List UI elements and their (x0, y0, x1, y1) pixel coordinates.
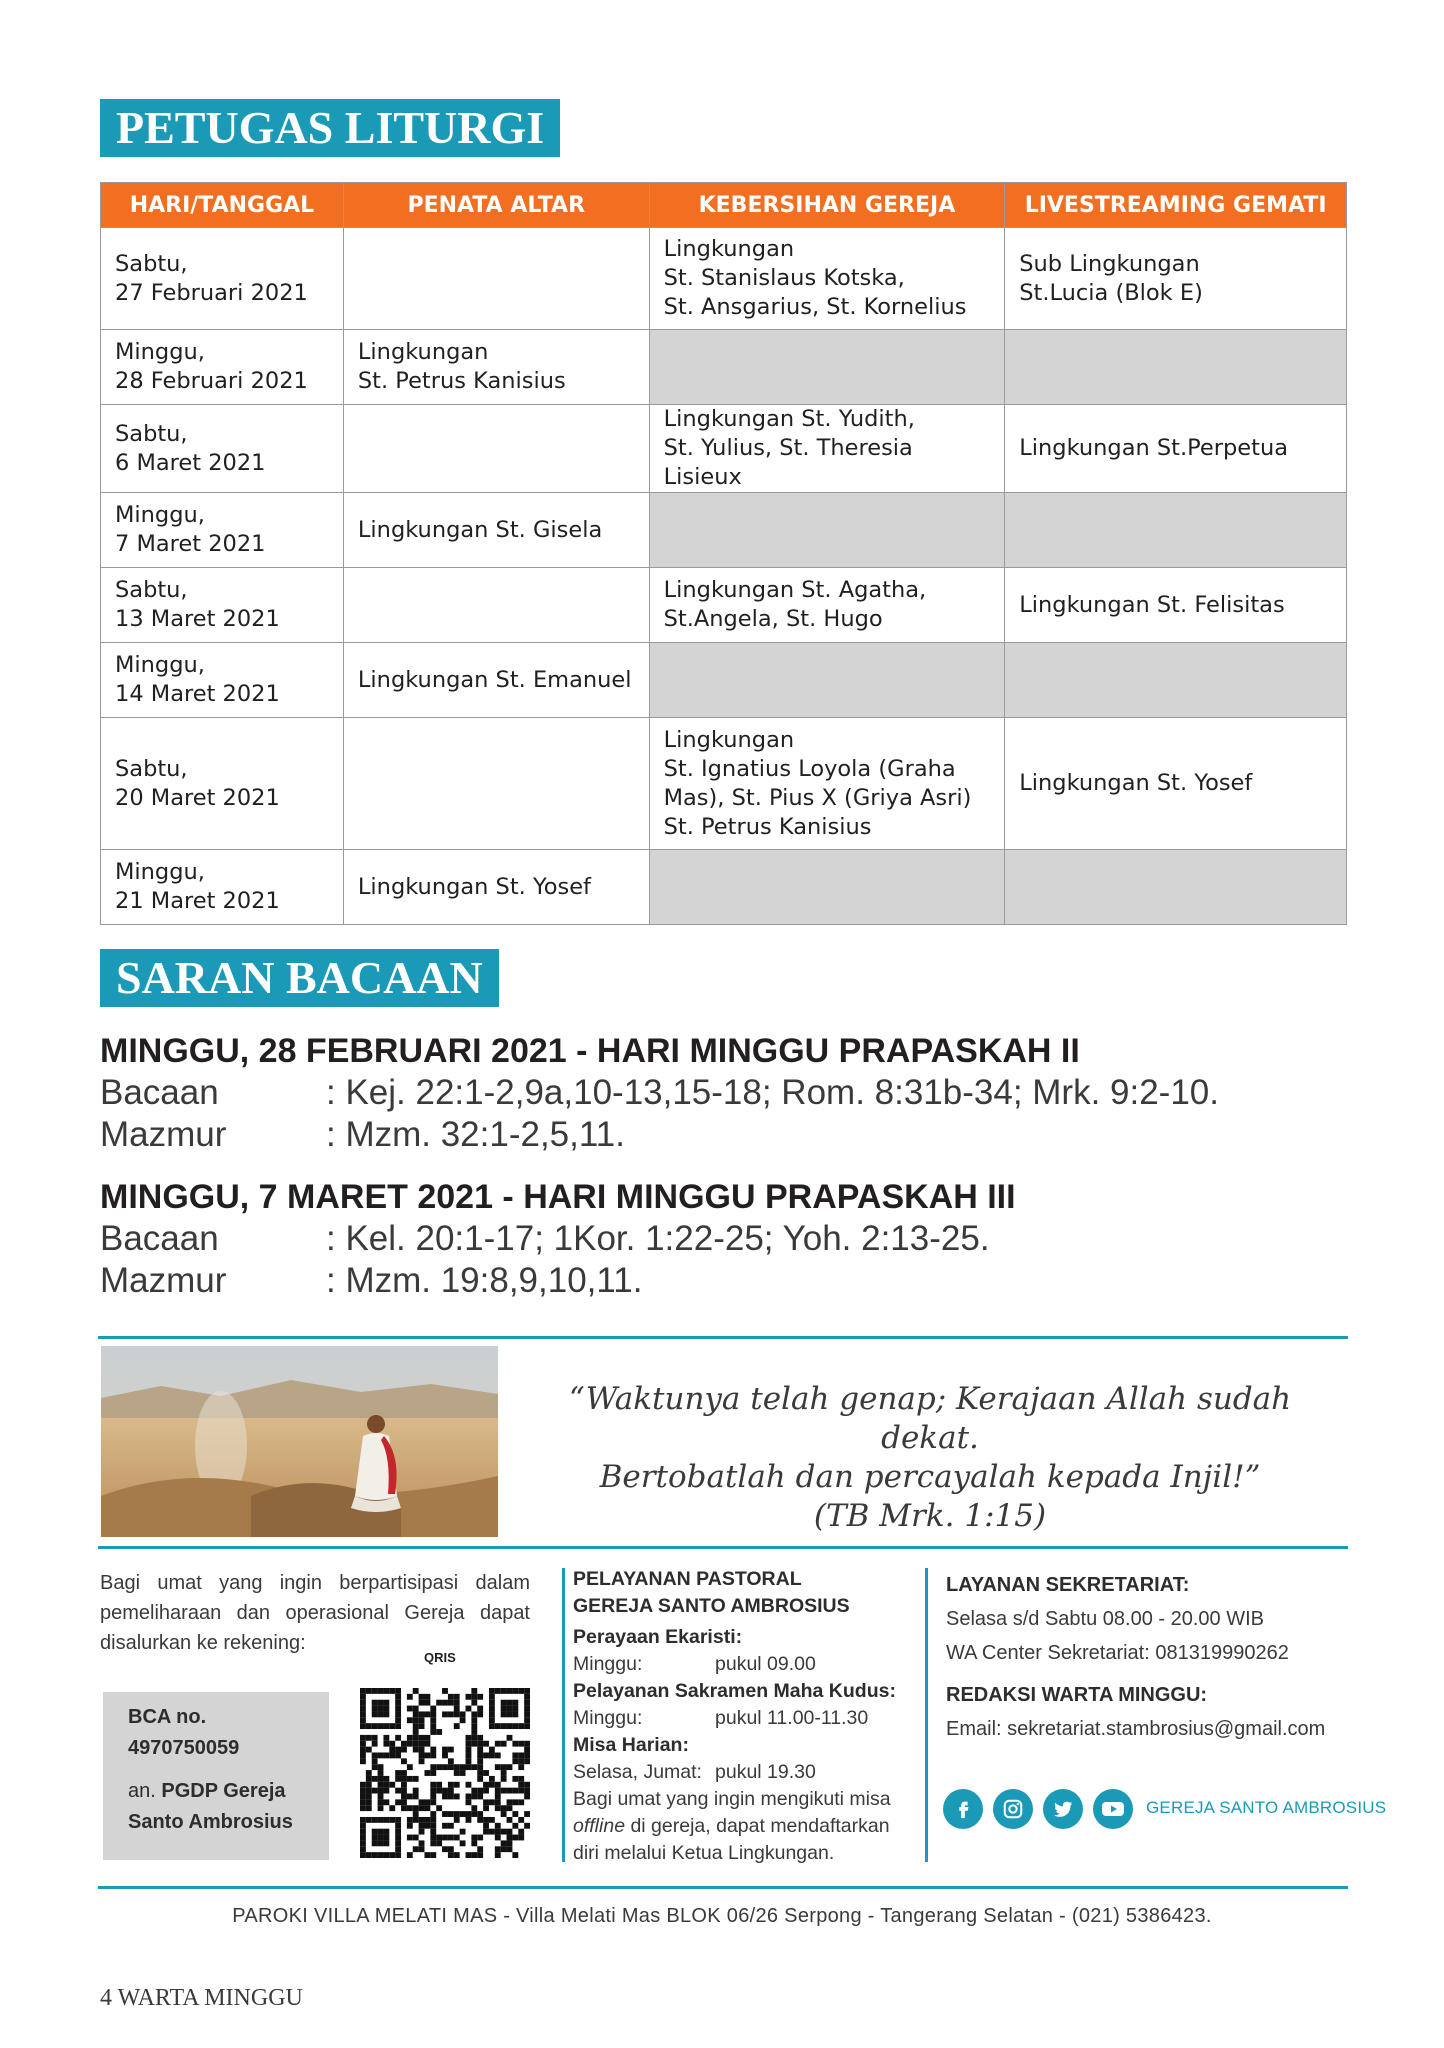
col-header-altar: PENATA ALTAR (343, 183, 649, 228)
date-cell: Sabtu, 6 Maret 2021 (101, 405, 344, 493)
altar-cell: Lingkungan St. Petrus Kanisius (343, 330, 649, 405)
petugas-liturgi-title: PETUGAS LITURGI (100, 99, 560, 157)
cleaning-cell-empty (649, 330, 1005, 405)
date-cell: Sabtu, 13 Maret 2021 (101, 568, 344, 643)
divider-middle (98, 1546, 1348, 1549)
livestream-cell: Sub Lingkungan St.Lucia (Blok E) (1005, 228, 1347, 330)
date-cell: Minggu, 21 Maret 2021 (101, 850, 344, 925)
table-row (101, 643, 1347, 718)
livestream-cell-empty (1005, 330, 1347, 405)
qris-qr-code (360, 1688, 530, 1858)
table-row (101, 405, 1347, 493)
cleaning-cell-empty (649, 850, 1005, 925)
altar-cell (343, 718, 649, 850)
reading-heading: MINGGU, 28 FEBRUARI 2021 - HARI MINGGU PRAPASKAH II (100, 1032, 1080, 1070)
divider-top (98, 1336, 1348, 1339)
reading-mazmur-row: Mazmur : Mzm. 19:8,9,10,11. (100, 1261, 643, 1300)
altar-cell: Lingkungan St. Gisela (343, 493, 649, 568)
col-header-cleaning: KEBERSIHAN GEREJA (649, 183, 1005, 228)
cleaning-cell: Lingkungan St. Stanislaus Kotska, St. Ansgarius, St. Kornelius (649, 228, 1005, 330)
table-header-row (101, 183, 1347, 228)
divider-vertical-2 (925, 1568, 928, 1862)
facebook-icon[interactable] (943, 1789, 983, 1829)
page-footer (100, 1985, 303, 2012)
table-row (101, 850, 1347, 925)
cleaning-cell-empty (649, 493, 1005, 568)
secretariat-info: LAYANAN SEKRETARIAT: Selasa s/d Sabtu 08.00 - 20.00 WIB WA Center Sekretariat: 081319990262 REDAKSI WARTA MINGGU: Email: sekretariat.stambrosius@gmail.com (946, 1574, 1326, 1740)
page-number: 4 (100, 1985, 112, 2011)
donation-intro: Bagi umat yang ingin berpartisipasi dalam pemeliharaan dan operasional Gereja dapat disalurkan ke rekening: (100, 1572, 530, 1654)
duty-table (100, 182, 1347, 925)
table-row (101, 718, 1347, 850)
col-header-date: HARI/TANGGAL (101, 183, 344, 228)
table-row (101, 330, 1347, 405)
cleaning-cell: Lingkungan St. Ignatius Loyola (Graha Mas), St. Pius X (Griya Asri) St. Petrus Kanisius (649, 718, 1005, 850)
date-cell: Minggu, 28 Februari 2021 (101, 330, 344, 405)
instagram-icon[interactable] (993, 1789, 1033, 1829)
table-row (101, 568, 1347, 643)
table-row (101, 228, 1347, 330)
livestream-cell-empty (1005, 850, 1347, 925)
reading-block-2 (100, 1176, 1350, 1302)
reading-block-1 (100, 1030, 1350, 1156)
livestream-cell: Lingkungan St.Perpetua (1005, 405, 1347, 493)
gospel-quote: “Waktunya telah genap; Kerajaan Allah sudah dekat. Bertobatlah dan percayalah kepada Injil!” (TB Mrk. 1:15) (568, 1381, 1292, 1534)
altar-cell (343, 405, 649, 493)
reading-heading: MINGGU, 7 MARET 2021 - HARI MINGGU PRAPASKAH III (100, 1178, 1016, 1216)
col-header-livestream: LIVESTREAMING GEMATI (1005, 183, 1347, 228)
reading-bacaan-row: Bacaan : Kej. 22:1-2,9a,10-13,15-18; Rom. 8:31b-34; Mrk. 9:2-10. (100, 1073, 1219, 1112)
table-row (101, 493, 1347, 568)
cleaning-cell-empty (649, 643, 1005, 718)
livestream-cell-empty (1005, 493, 1347, 568)
parish-address: PAROKI VILLA MELATI MAS - Villa Melati Mas BLOK 06/26 Serpong - Tangerang Selatan - (021) 5386423. (232, 1905, 1212, 1927)
cleaning-cell: Lingkungan St. Agatha, St.Angela, St. Hugo (649, 568, 1005, 643)
social-account-name: GEREJA SANTO AMBROSIUS (1146, 1798, 1387, 1817)
date-cell: Sabtu, 20 Maret 2021 (101, 718, 344, 850)
livestream-cell-empty (1005, 643, 1347, 718)
jesus-desert-illustration (101, 1346, 498, 1537)
youtube-icon[interactable] (1093, 1789, 1133, 1829)
cleaning-cell: Lingkungan St. Yudith, St. Yulius, St. Theresia Lisieux (649, 405, 1005, 493)
pastoral-info: PELAYANAN PASTORAL GEREJA SANTO AMBROSIUS Perayaan Ekaristi: Minggu: pukul 09.00 Pelayanan Sakramen Maha Kudus: Minggu: pukul 11.00-11.30 Misa Harian: Selasa, Jumat: pukul 19.30 Bagi umat yang ingin mengikuti misa offline di gereja, dapat mendaftarkan diri melalui Ketua Lingkungan. (573, 1568, 896, 1864)
publication-title: WARTA MINGGU (117, 1985, 303, 2011)
qris-label: QRIS (424, 1650, 456, 1665)
altar-cell: Lingkungan St. Emanuel (343, 643, 649, 718)
divider-vertical-1 (562, 1568, 565, 1862)
date-cell: Minggu, 14 Maret 2021 (101, 643, 344, 718)
reading-mazmur-row: Mazmur : Mzm. 32:1-2,5,11. (100, 1115, 625, 1154)
bank-account-text: BCA no. 4970750059 an. PGDP Gereja Santo Ambrosius (128, 1706, 293, 1833)
saran-bacaan-title: SARAN BACAAN (100, 949, 499, 1007)
date-cell: Minggu, 7 Maret 2021 (101, 493, 344, 568)
altar-cell (343, 568, 649, 643)
reading-bacaan-row: Bacaan : Kel. 20:1-17; 1Kor. 1:22-25; Yoh. 2:13-25. (100, 1219, 990, 1258)
altar-cell: Lingkungan St. Yosef (343, 850, 649, 925)
date-cell: Sabtu, 27 Februari 2021 (101, 228, 344, 330)
livestream-cell: Lingkungan St. Yosef (1005, 718, 1347, 850)
twitter-icon[interactable] (1043, 1789, 1083, 1829)
altar-cell (343, 228, 649, 330)
livestream-cell: Lingkungan St. Felisitas (1005, 568, 1347, 643)
divider-bottom (98, 1886, 1348, 1889)
